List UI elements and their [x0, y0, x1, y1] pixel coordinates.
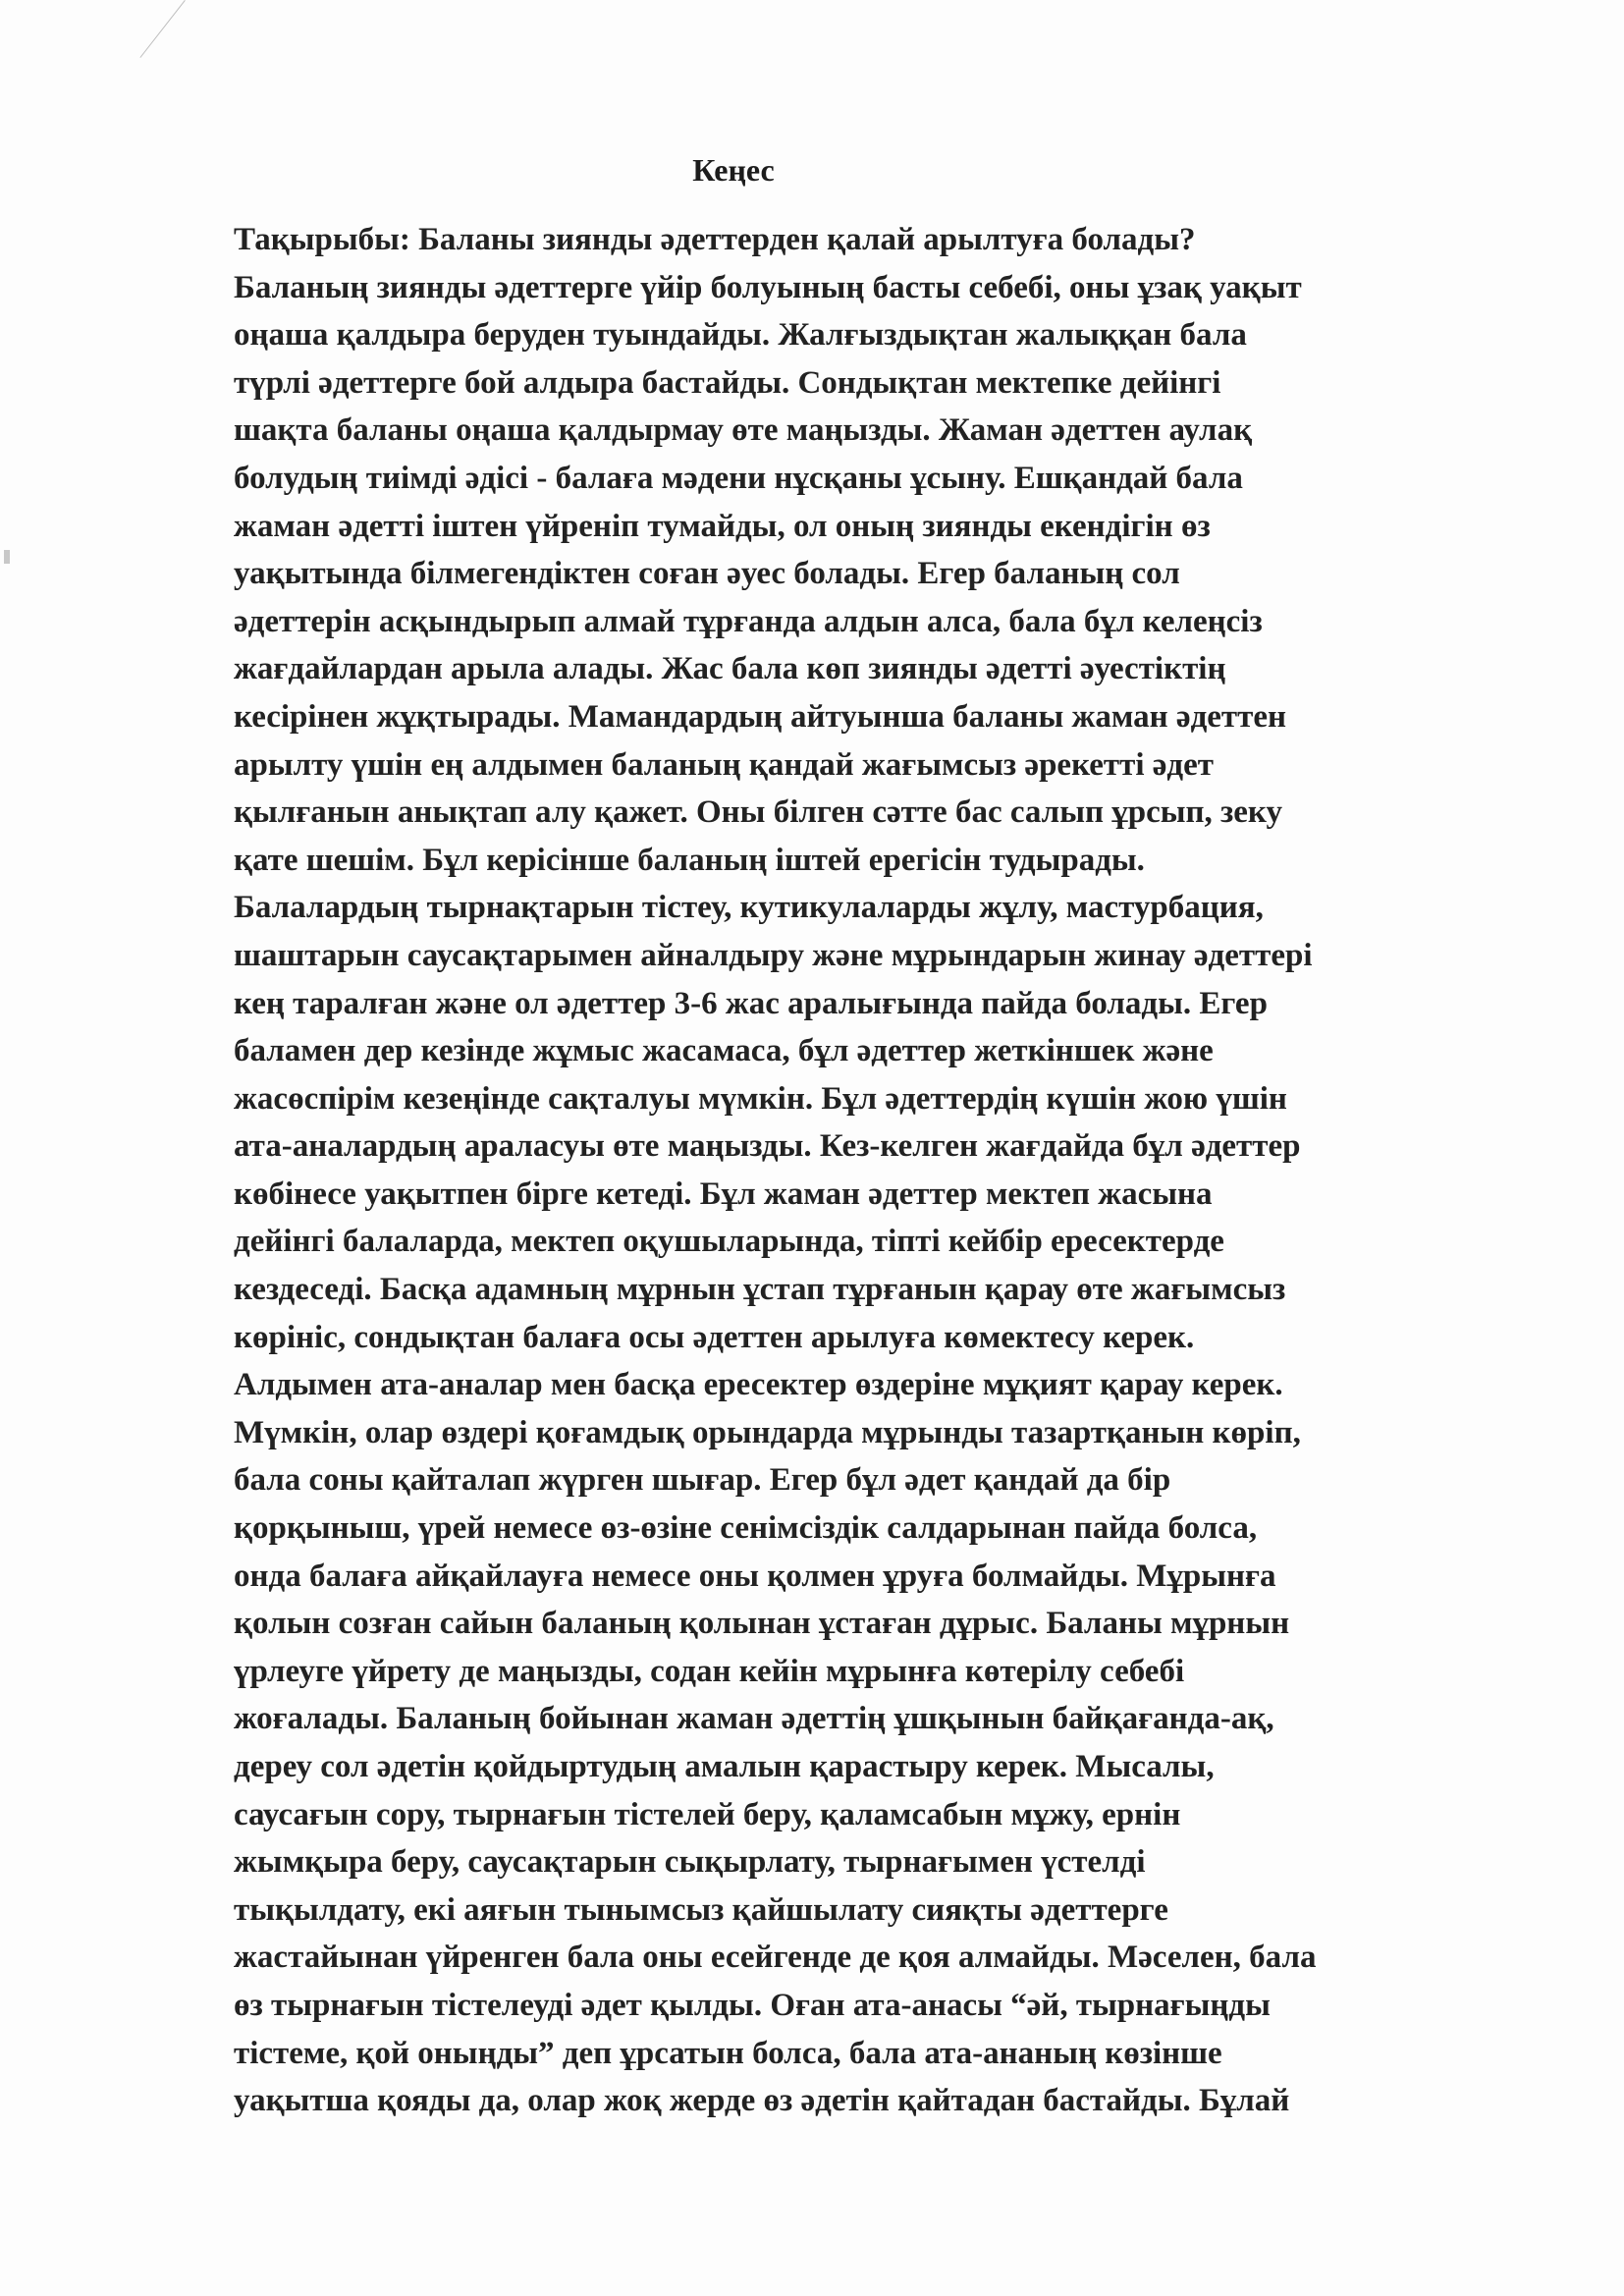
paragraph-line: кесірінен жұқтырады. Мамандардың айтуынша баланы жаман әдеттен	[234, 698, 1287, 735]
paragraph-line: дейінгі балаларда, мектеп оқушыларында, тіпті кейбір ересектерде	[234, 1224, 1224, 1260]
paragraph-line: көрініс, сондықтан балаға осы әдеттен арылуға көмектесу керек.	[234, 1319, 1195, 1355]
paragraph-line: көбінесе уақытпен бірге кетеді. Бұл жаман әдеттер мектеп жасына	[234, 1175, 1213, 1212]
paragraph-line: өз тырнағын тістелеуді әдет қылды. Оған ата-анасы “әй, тырнағыңды	[234, 1987, 1271, 2023]
paragraph-line: Алдымен ата-аналар мен басқа ересектер өздеріне мұқият қарау керек.	[234, 1367, 1283, 1403]
paragraph-line: ата-аналардың араласуы өте маңызды. Кез-келген жағдайда бұл әдеттер	[234, 1128, 1301, 1165]
paragraph-line: жоғалады. Баланың бойынан жаман әдеттің ұшқынын байқағанда-ақ,	[234, 1701, 1274, 1737]
paragraph-line: кездеседі. Басқа адамның мұрнын ұстап тұрғанын қарау өте жағымсыз	[234, 1272, 1286, 1308]
paragraph-line: Балалардың тырнақтарын тістеу, кутикулаларды жұлу, мастурбация,	[234, 890, 1264, 926]
paragraph-line: үрлеуге үйрету де маңызды, содан кейін мұрынға көтерілу себебі	[234, 1653, 1185, 1689]
paragraph-line: уақытша қояды да, олар жоқ жерде өз әдетін қайтадан бастайды. Бұлай	[234, 2083, 1290, 2119]
document-body	[234, 216, 1510, 2125]
paragraph-line: тістеме, қой оныңды” деп ұрсатын болса, бала ата-ананың көзінше	[234, 2035, 1222, 2071]
paragraph-line: Мүмкін, олар өздері қоғамдық орындарда мұрынды тазартқанын көріп,	[234, 1414, 1301, 1450]
paragraph-line: кең таралған және ол әдеттер 3-6 жас аралығында пайда болады. Егер	[234, 985, 1268, 1021]
document-title: Кеңес	[692, 152, 775, 188]
paragraph-line: саусағын сору, тырнағын тістелей беру, қаламсабын мұжу, ернін	[234, 1796, 1181, 1832]
paragraph-line: әдеттерін асқындырып алмай тұрғанда алдын алса, бала бұл келеңсіз	[234, 603, 1263, 639]
paragraph-line: қылғанын анықтап алу қажет. Оны білген сәтте бас салып ұрсып, зеку	[234, 794, 1282, 831]
paragraph-line: жымқыра беру, саусақтарын сықырлату, тырнағымен үстелді	[234, 1844, 1146, 1881]
paragraph-line: қорқыныш, үрей немесе өз-өзіне сенімсіздік салдарынан пайда болса,	[234, 1510, 1258, 1547]
paragraph-line: баламен дер кезінде жұмыс жасамаса, бұл әдеттер жеткіншек және	[234, 1033, 1214, 1069]
paragraph-line: түрлі әдеттерге бой алдыра бастайды. Сондықтан мектепке дейінгі	[234, 364, 1221, 401]
paragraph-line: оңаша қалдыра беруден туындайды. Жалғыздықтан жалыққан бала	[234, 317, 1247, 354]
paragraph-line: тықылдату, екі аяғын тынымсыз қайшылату сияқты әдеттерге	[234, 1891, 1168, 1928]
paragraph-line: жағдайлардан арыла алады. Жас бала көп зиянды әдетті әуестіктің	[234, 651, 1226, 687]
paragraph-line: жасөспірім кезеңінде сақталуы мүмкін. Бұл әдеттердің күшін жою үшін	[234, 1080, 1287, 1117]
paragraph-line: Баланың зиянды әдеттерге үйір болуының басты себебі, оны ұзақ уақыт	[234, 269, 1302, 305]
paragraph-line: қате шешім. Бұл керісінше баланың іштей ерегісін тудырады.	[234, 842, 1145, 878]
paragraph-line: онда балаға айқайлауға немесе оны қолмен ұруға болмайды. Мұрынға	[234, 1558, 1276, 1594]
paragraph-line: бала соны қайталап жүрген шығар. Егер бұл әдет қандай да бір	[234, 1462, 1171, 1499]
paragraph-line: дереу сол әдетін қойдыртудың амалын қарастыру керек. Мысалы,	[234, 1749, 1215, 1784]
page-corner-fold	[139, 0, 185, 58]
paragraph-line: шақта баланы оңаша қалдырмау өте маңызды. Жаман әдеттен аулақ	[234, 412, 1253, 449]
paragraph-line: қолын созған сайын баланың қолынан ұстаған дұрыс. Баланы мұрнын	[234, 1606, 1290, 1642]
paragraph-line: болудың тиімді әдісі - балаға мәдени нұсқаны ұсыну. Ешқандай бала	[234, 460, 1243, 496]
paragraph-line: уақытында білмегендіктен соған әуес болады. Егер баланың сол	[234, 556, 1180, 592]
scan-artifact	[4, 550, 10, 564]
paragraph-line: жаман әдетті іштен үйреніп тумайды, ол оның зиянды екендігін өз	[234, 508, 1211, 544]
paragraph-line: шаштарын саусақтарымен айналдыру және мұрындарын жинау әдеттері	[234, 937, 1313, 973]
paragraph-line: жастайынан үйренген бала оны есейгенде де қоя алмайды. Мәселен, бала	[234, 1940, 1317, 1976]
paragraph-line: арылту үшін ең алдымен баланың қандай жағымсыз әрекетті әдет	[234, 746, 1214, 783]
topic-line: Тақырыбы: Баланы зиянды әдеттерден қалай арылтуға болады?	[234, 222, 1196, 257]
